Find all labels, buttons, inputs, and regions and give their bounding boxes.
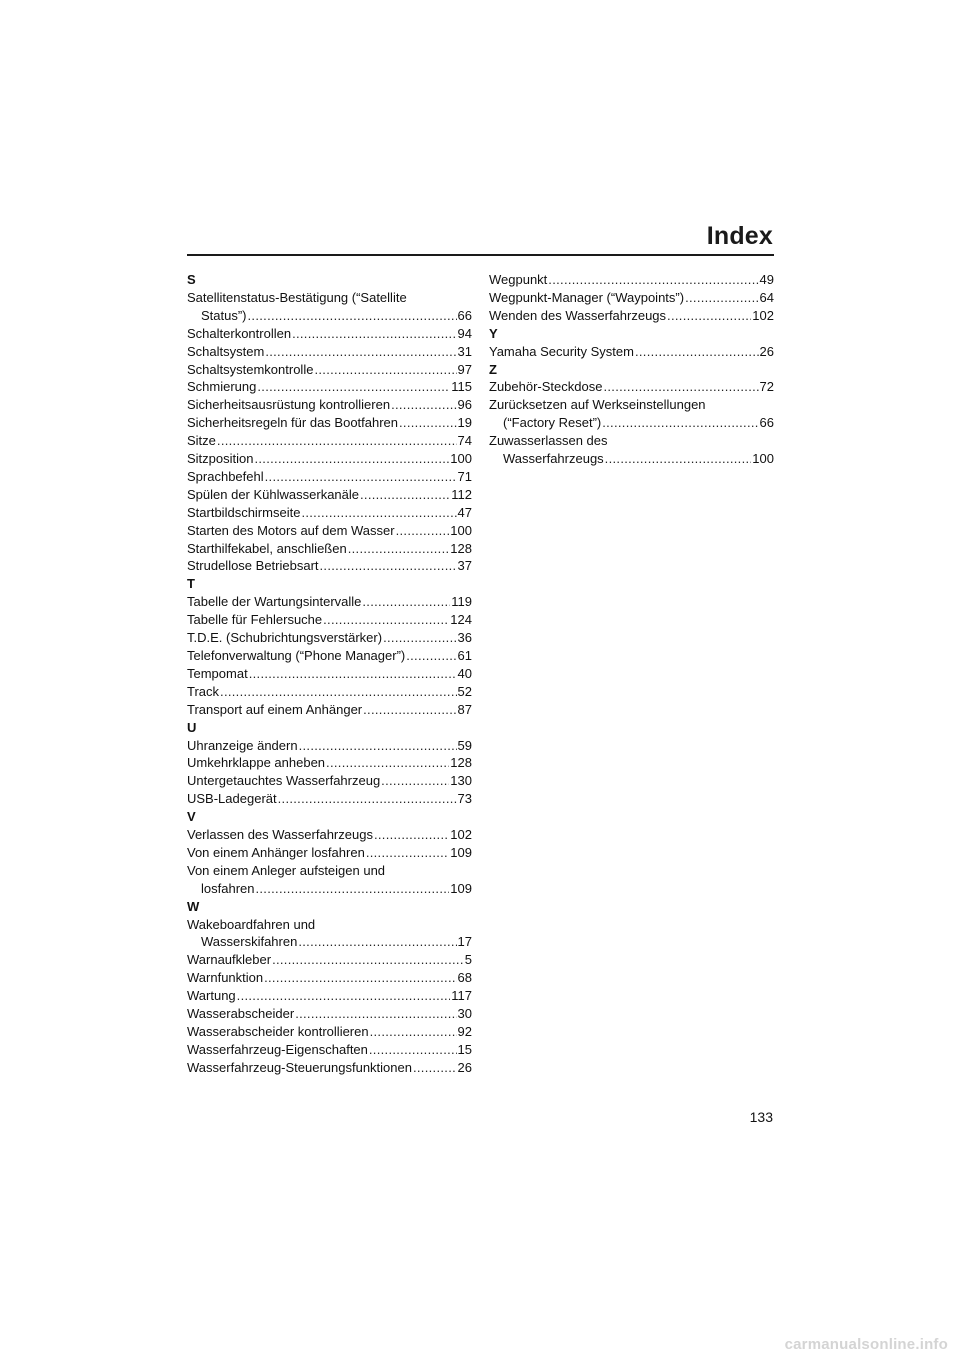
index-entry-line [187,289,472,307]
index-entry-term: Uhranzeige ändern [187,737,298,753]
index-entry-term: Warnaufkleber [187,952,272,968]
index-entry-line [187,1041,472,1059]
index-entry-term: Schaltsystem [187,343,265,359]
leader-dots [602,414,758,432]
index-entry-page: 100 [450,522,472,538]
index-entry-line [187,933,472,951]
index-entry-line [187,683,472,701]
index-entry-page: 100 [450,451,472,467]
index-entry-page: 115 [451,379,472,395]
index-entry [187,951,472,969]
watermark[interactable]: carmanualsonline.info [784,1336,948,1353]
index-entry-term: Zurücksetzen auf Werkseinstellungen [489,397,706,413]
index-entry-line [187,951,472,969]
index-entry-term: Umkehrklappe anheben [187,755,326,771]
index-entry-page: 128 [450,755,472,771]
index-entry-term: Sitze [187,433,216,449]
index-entry-term: Sitzposition [187,451,254,467]
index-entry-term-continued: Status”) [201,307,247,323]
index-entry-term: Wegpunkt [489,272,548,287]
index-entry-page: 92 [457,1023,472,1039]
index-entry-line [187,378,472,396]
leader-dots [369,1041,457,1059]
index-entry-term: Schaltsystemkontrolle [187,361,314,377]
index-entry [187,378,472,396]
title-rule [187,254,774,256]
leader-dots [323,611,449,629]
index-entry-term-continued: Wasserfahrzeugs [503,451,604,467]
index-entry [187,289,472,325]
index-entry [187,504,472,522]
index-entry [187,826,472,844]
leader-dots [363,701,456,719]
leader-dots [635,343,759,361]
leader-dots [370,1023,457,1041]
index-entry-line [187,701,472,719]
index-entry-line [187,916,472,934]
index-entry-line [187,987,472,1005]
index-entry-line [489,343,774,361]
index-entry [489,396,774,432]
leader-dots [548,271,758,289]
index-entry-term: Wenden des Wasserfahrzeugs [489,307,667,323]
page-title: Index [706,222,773,250]
index-entry-page: 31 [457,343,472,359]
index-entry-term-continued: Wasserskifahren [201,934,298,950]
leader-dots [381,772,449,790]
index-entry-term: Sicherheitsregeln für das Bootfahren [187,415,399,431]
page-number: 133 [749,1109,773,1125]
index-entry-page: 26 [457,1059,472,1075]
index-entry-line [187,307,472,325]
leader-dots [413,1059,457,1077]
index-entry-line [187,557,472,575]
index-entry [187,844,472,862]
leader-dots [265,343,456,361]
leader-dots [272,951,464,969]
index-entry-term: Von einem Anleger aufsteigen und [187,862,386,878]
index-entry-page: 26 [759,343,774,359]
index-entry [187,790,472,808]
index-entry-page: 97 [457,361,472,377]
leader-dots [220,683,457,701]
index-entry-term: Wartung [187,988,236,1004]
index-entry-page: 49 [759,272,774,287]
index-entry [187,1005,472,1023]
index-entry-page: 59 [457,737,472,753]
leader-dots [299,737,457,755]
leader-dots [360,486,450,504]
index-entry-term: T.D.E. (Schubrichtungsverstärker) [187,630,383,646]
index-entry-line [187,1059,472,1077]
index-entry-term: Zuwasserlassen des [489,433,608,449]
index-entry-line [489,414,774,432]
index-entry-line [187,343,472,361]
index-entry-term: Tabelle für Fehlersuche [187,612,323,628]
index-entry-term: Track [187,683,220,699]
leader-dots [391,396,456,414]
index-entry [489,271,774,289]
index-entry-page: 68 [457,970,472,986]
index-entry-term: Wasserabscheider [187,1006,295,1022]
index-entry-page: 128 [450,540,472,556]
index-entry-line [187,826,472,844]
index-entry-term: Wasserfahrzeug-Eigenschaften [187,1041,368,1057]
index-entry-line [187,450,472,468]
index-entry-term: Starten des Motors auf dem Wasser [187,522,395,538]
index-section-letter: T [187,576,195,592]
index-entry [489,378,774,396]
leader-dots [374,826,449,844]
index-entry-term: Zubehör-Steckdose [489,379,603,395]
index-entry [187,414,472,432]
index-entry-line [187,611,472,629]
index-entry-page: 96 [457,397,472,413]
index-entry-page: 52 [457,683,472,699]
index-entry-term: Schmierung [187,379,257,395]
index-section-letter: Y [489,325,498,341]
index-entry-line [187,414,472,432]
index-column-left [187,271,472,1077]
index-entry-line [187,772,472,790]
index-entry [187,325,472,343]
index-entry-page: 15 [457,1041,472,1057]
leader-dots [237,987,451,1005]
index-section-letter: S [187,272,196,287]
index-entry-page: 117 [451,988,472,1004]
leader-dots [406,647,456,665]
index-entry [489,343,774,361]
index-entry-line [187,468,472,486]
leader-dots [685,289,758,307]
index-entry-page: 19 [457,415,472,431]
index-entry-line [187,880,472,898]
index-section-letter: V [187,809,196,825]
index-entry-page: 17 [457,934,472,950]
index-entry [187,593,472,611]
index-entry-term: Strudellose Betriebsart [187,558,319,574]
index-entry-term: Von einem Anhänger losfahren [187,844,365,860]
index-entry-term: USB-Ladegerät [187,791,277,807]
index-entry-line [187,629,472,647]
leader-dots [217,432,457,450]
index-entry [489,307,774,325]
index-entry [187,540,472,558]
index-entry [187,701,472,719]
leader-dots [348,540,450,558]
index-entry-page: 102 [450,827,472,843]
index-entry-line [489,271,774,289]
index-entry-line [187,969,472,987]
index-entry-line [187,522,472,540]
index-entry [187,396,472,414]
index-entry-page: 71 [457,468,472,484]
index-entry-line [187,486,472,504]
index-entry-line [489,307,774,325]
leader-dots [396,522,450,540]
index-entry-line [187,593,472,611]
index-entry-page: 72 [759,379,774,395]
index-entry-line [187,540,472,558]
index-section-letter: Z [489,361,497,377]
index-entry [187,647,472,665]
index-entry [187,737,472,755]
index-entry [187,862,472,898]
index-entry-line [489,432,774,450]
index-entry-term: Tabelle der Wartungsintervalle [187,594,362,610]
index-entry-page: 100 [752,451,774,467]
leader-dots [295,1005,456,1023]
index-entry-page: 66 [457,307,472,323]
leader-dots [257,378,450,396]
index-entry-line [187,647,472,665]
index-entry-term-continued: (“Factory Reset”) [503,415,602,431]
leader-dots [366,844,449,862]
index-entry [187,611,472,629]
index-entry-term: Sicherheitsausrüstung kontrollieren [187,397,391,413]
index-entry [489,289,774,307]
index-entry-page: 112 [451,486,472,502]
index-entry-page: 47 [457,504,472,520]
index-entry [187,486,472,504]
index-entry [187,665,472,683]
leader-dots [605,450,752,468]
index-entry [187,1059,472,1077]
index-entry-term: Yamaha Security System [489,343,634,359]
index-entry-line [187,790,472,808]
leader-dots [278,790,457,808]
index-entry-page: 94 [457,325,472,341]
index-column-right [489,271,774,468]
index-entry-term: Wakeboardfahren und [187,916,316,932]
index-entry-line [187,504,472,522]
leader-dots [248,307,457,325]
leader-dots [320,557,457,575]
index-entry [187,557,472,575]
index-entry-page: 109 [450,844,472,860]
index-entry-page: 74 [457,433,472,449]
index-entry-line [187,325,472,343]
index-section-letter: U [187,719,197,735]
index-entry-line [187,737,472,755]
index-entry-page: 37 [457,558,472,574]
index-entry-term: Warnfunktion [187,970,264,986]
index-section-letter: W [187,898,200,914]
index-entry-page: 40 [457,665,472,681]
index-entry-page: 119 [451,594,472,610]
index-entry [187,1041,472,1059]
index-entry [187,969,472,987]
leader-dots [301,504,456,522]
index-entry [187,343,472,361]
index-entry-line [187,844,472,862]
index-entry [187,361,472,379]
index-entry [187,987,472,1005]
index-entry-term: Schalterkontrollen [187,325,292,341]
index-entry-term: Telefonverwaltung (“Phone Manager”) [187,648,406,663]
leader-dots [255,880,449,898]
index-entry-line [489,396,774,414]
index-entry-line [187,665,472,683]
index-entry-term-continued: losfahren [201,880,255,896]
leader-dots [362,593,450,611]
index-entry-line [187,361,472,379]
index-entry-term: Tempomat [187,665,248,681]
index-entry-term: Wasserfahrzeug-Steuerungsfunktionen [187,1059,412,1075]
index-entry-term: Sprachbefehl [187,468,264,484]
leader-dots [603,378,758,396]
index-entry-page: 124 [450,612,472,628]
index-entry-term: Transport auf einem Anhänger [187,701,363,717]
index-entry-term: Starthilfekabel, anschließen [187,540,347,556]
index-entry-line [187,1005,472,1023]
index-entry [187,754,472,772]
index-entry-term: Spülen der Kühlwasserkanäle [187,486,359,502]
index-entry-term: Untergetauchtes Wasserfahrzeug [187,773,381,789]
index-entry [187,772,472,790]
index-entry [187,450,472,468]
index-entry [187,916,472,952]
index-entry-line [187,432,472,450]
index-entry-line [187,754,472,772]
index-entry [187,468,472,486]
index-entry-line [187,862,472,880]
index-entry [489,432,774,468]
index-entry-term: Wasserabscheider kontrollieren [187,1023,369,1039]
leader-dots [292,325,456,343]
index-entry-page: 30 [457,1006,472,1022]
index-entry-page: 87 [457,701,472,717]
index-entry [187,432,472,450]
index-entry-line [489,289,774,307]
index-entry [187,1023,472,1041]
index-entry-line [489,450,774,468]
leader-dots [249,665,457,683]
index-entry-term: Verlassen des Wasserfahrzeugs [187,827,373,843]
leader-dots [265,468,457,486]
index-entry-term: Wegpunkt-Manager (“Waypoints”) [489,289,685,305]
index-entry-page: 66 [759,415,774,431]
index-entry-page: 102 [752,307,774,323]
leader-dots [264,969,456,987]
index-entry-page: 64 [759,289,774,305]
index-entry-page: 109 [450,880,472,896]
leader-dots [298,933,456,951]
index-entry-line [187,1023,472,1041]
index-entry-page: 130 [450,773,472,789]
index-entry-term: Satellitenstatus-Bestätigung (“Satellite [187,289,407,305]
index-entry-line [187,396,472,414]
leader-dots [667,307,751,325]
index-entry-term: Startbildschirmseite [187,504,301,520]
index-entry-page: 61 [457,648,472,663]
leader-dots [326,754,449,772]
leader-dots [314,361,456,379]
index-entry-page: 36 [457,630,472,646]
index-entry-page: 73 [457,791,472,807]
index-entry-page: 5 [464,952,472,968]
leader-dots [254,450,449,468]
index-entry [187,629,472,647]
leader-dots [399,414,457,432]
index-entry-line [489,378,774,396]
index-entry [187,683,472,701]
leader-dots [383,629,456,647]
index-entry [187,522,472,540]
